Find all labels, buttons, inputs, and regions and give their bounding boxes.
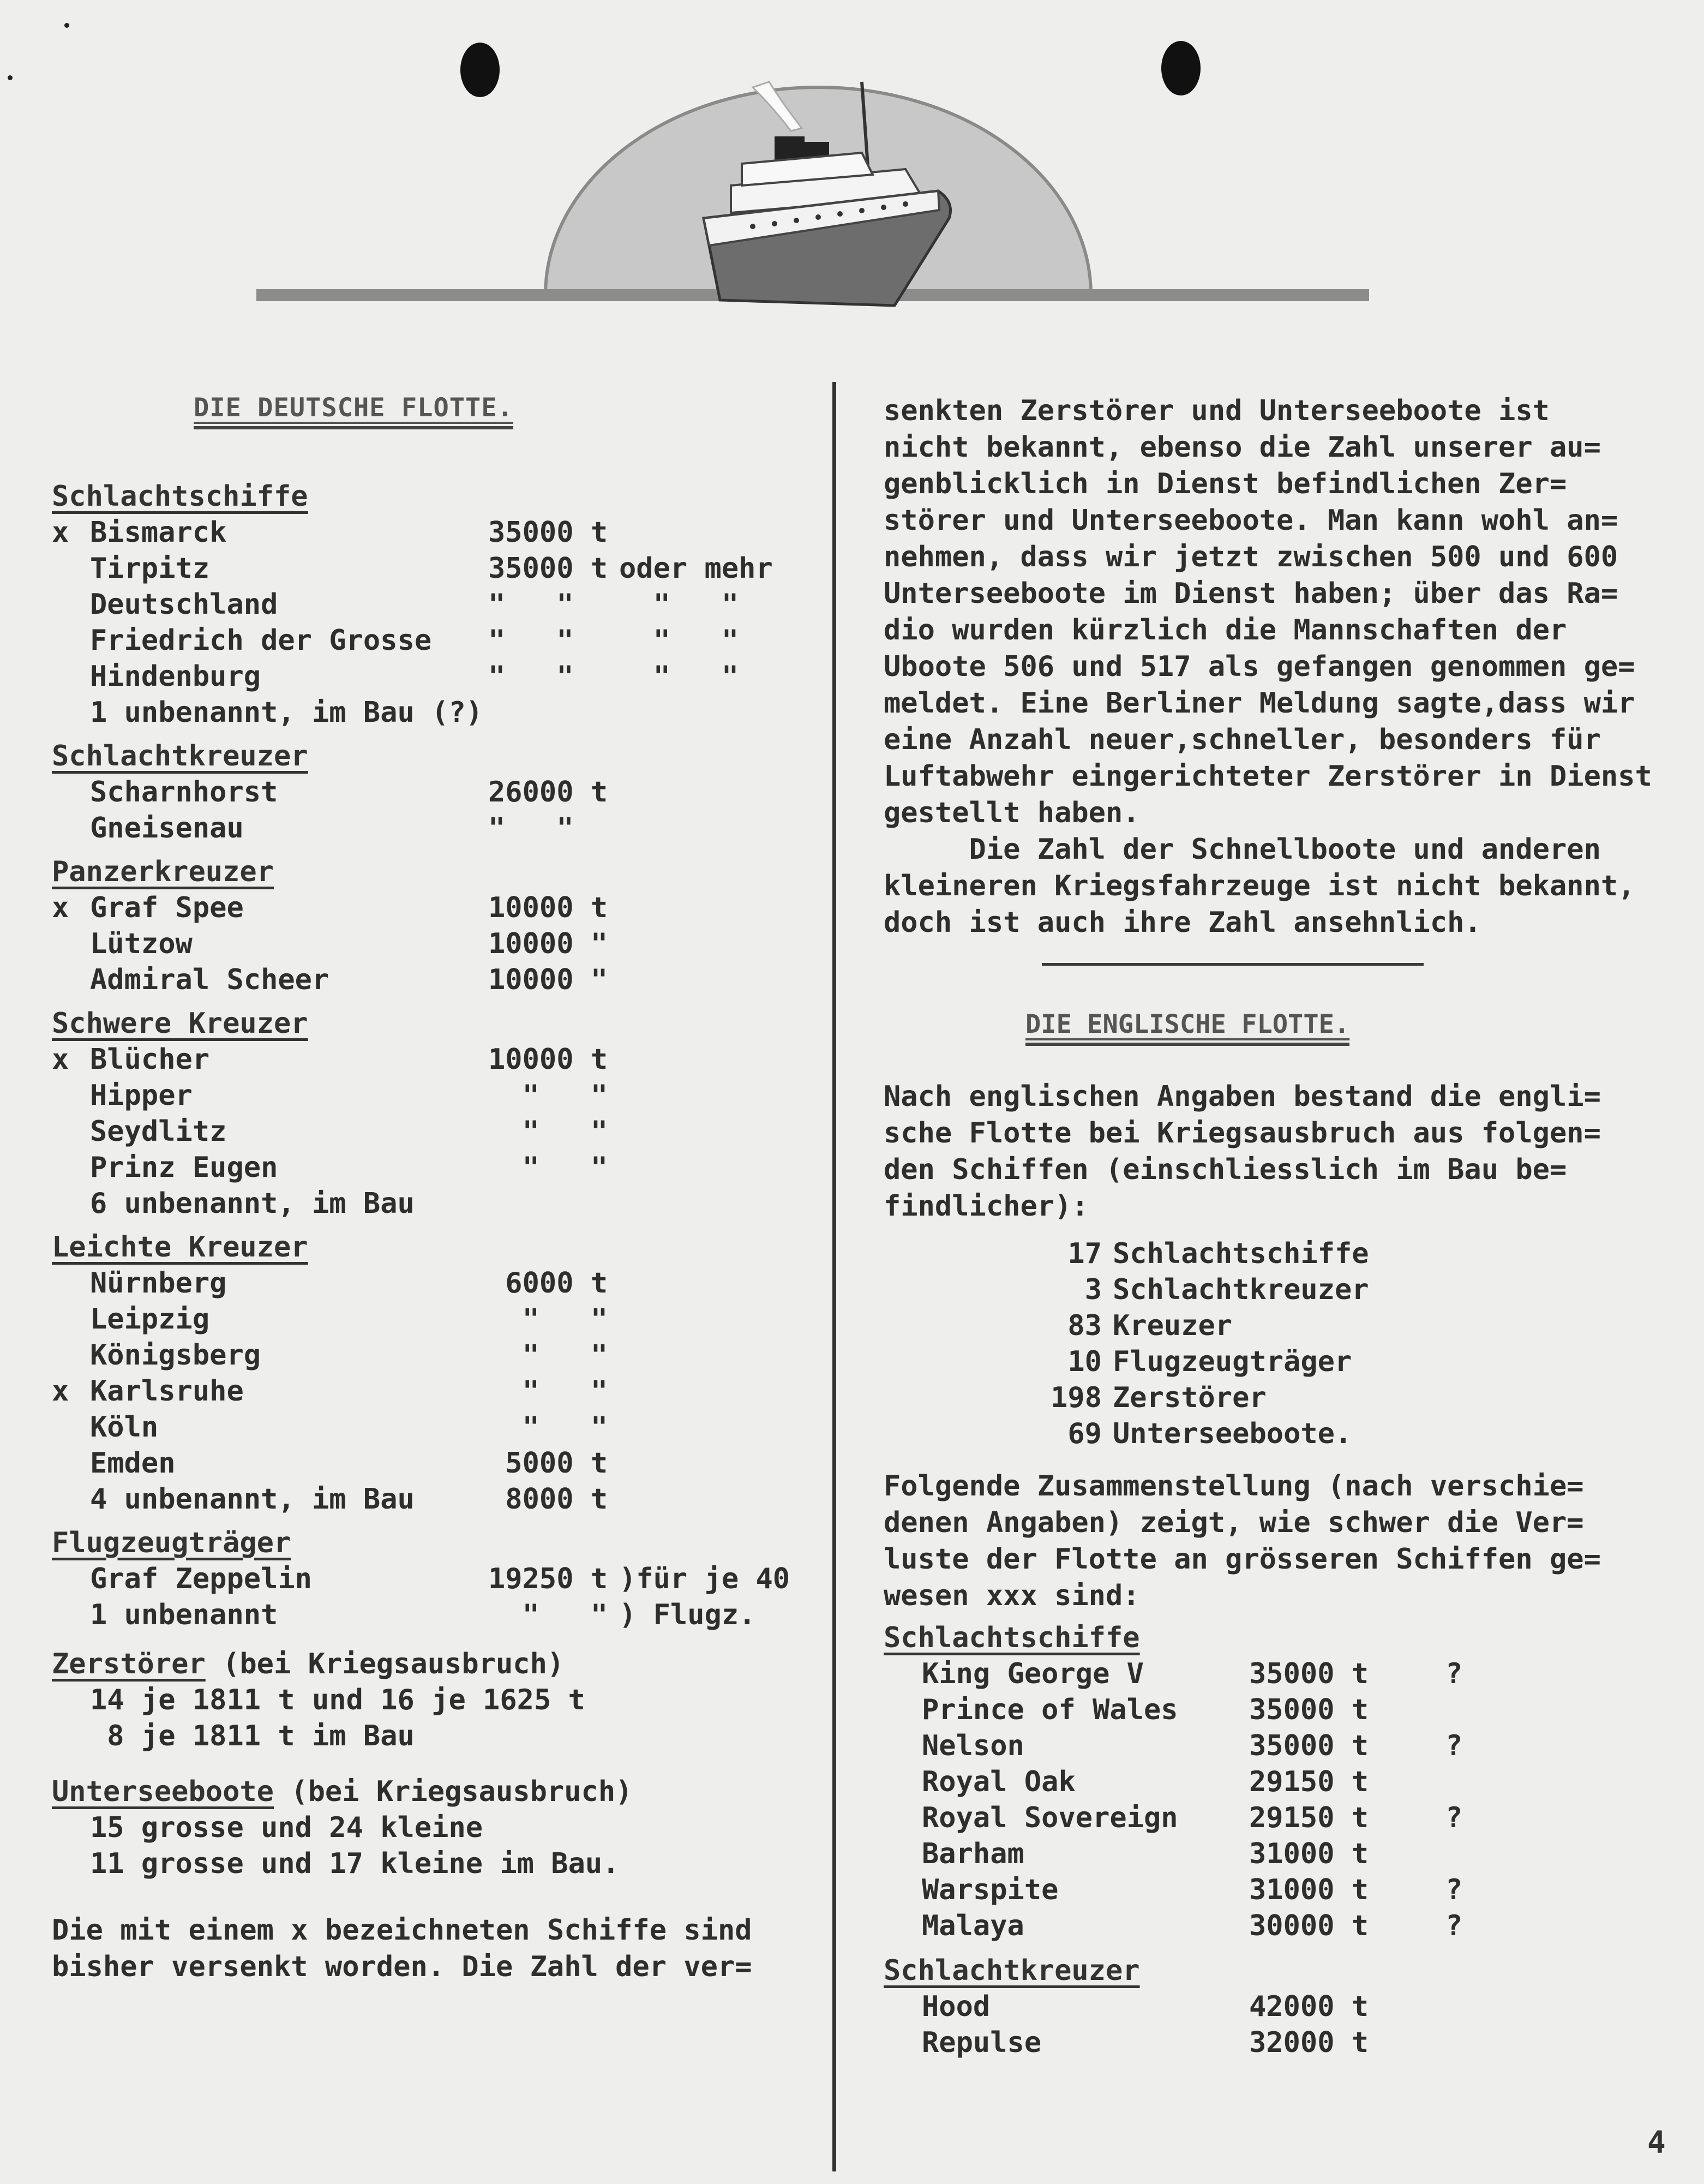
fleet-count-label: Schlachtschiffe: [1113, 1237, 1369, 1270]
fleet-count-row: [960, 1308, 1696, 1344]
ship-row: [52, 1597, 826, 1633]
ship-note: )für je 40: [619, 1563, 790, 1595]
separator-line: [1042, 963, 1424, 966]
paragraph-line: Die Zahl der Schnellboote und anderen: [884, 833, 1601, 866]
ship-name: Hipper: [90, 1079, 193, 1112]
ship-tonnage: " ": [488, 1115, 608, 1148]
ship-row: [52, 1409, 826, 1445]
ship-row: [52, 962, 826, 998]
section-heading-row: [52, 1525, 826, 1561]
uboat-line: 11 grosse und 17 kleine im Bau.: [90, 1847, 620, 1880]
paragraph-line: den Schiffen (einschliesslich im Bau be=: [884, 1153, 1567, 1186]
paragraph-line: senkten Zerstörer und Unterseeboote ist: [884, 394, 1550, 427]
ship-name: Repulse: [922, 2026, 1042, 2059]
continuation-paragraph: [884, 393, 1696, 831]
paragraph-line: denen Angaben) zeigt, wie schwer die Ver=: [884, 1506, 1584, 1539]
section-heading: Zerstörer: [52, 1648, 206, 1680]
destroyer-line: 14 je 1811 t und 16 je 1625 t: [90, 1684, 585, 1716]
british-ship-row: [884, 1692, 1696, 1728]
british-ship-row: [884, 1836, 1696, 1872]
ship-name: Barham: [922, 1838, 1024, 1870]
sunk-mark: x: [52, 1043, 69, 1076]
destroyer-section: [52, 1646, 826, 1754]
ink-speck: [64, 23, 69, 28]
sunk-mark: x: [52, 1375, 69, 1408]
ship-name: 1 unbenannt, im Bau (?): [90, 696, 483, 729]
title-underline: [194, 426, 513, 429]
right-column: [884, 393, 1696, 2061]
ship-name: Köln: [90, 1411, 159, 1444]
british-ship-row: [884, 1764, 1696, 1800]
ship-name: Leipzig: [90, 1303, 210, 1336]
ship-name: Admiral Scheer: [90, 964, 329, 996]
section-note: (bei Kriegsausbruch): [274, 1775, 633, 1808]
english-intro-paragraph: [884, 1079, 1696, 1225]
english-fleet-title: DIE ENGLISCHE FLOTTE.: [1025, 1009, 1350, 1039]
ship-tonnage: 30000 t: [1249, 1910, 1369, 1942]
ship-tonnage: 29150 t: [1249, 1802, 1369, 1834]
ship-name: 1 unbenannt: [90, 1599, 278, 1631]
section-heading: Schlachtschiffe: [884, 1621, 1140, 1654]
paragraph-line: meldet. Eine Berliner Meldung sagte,dass wir: [884, 687, 1635, 720]
ship-tonnage: 6000 t: [488, 1267, 608, 1300]
ship-row: [52, 1481, 826, 1517]
ship-name: Hood: [922, 1990, 991, 2023]
ship-name: Emden: [90, 1447, 176, 1480]
ship-tonnage: " ": [488, 812, 574, 845]
british-ship-row: [884, 1908, 1696, 1944]
german-ship-list: [52, 478, 826, 1633]
english-fleet-title-wrap: [1025, 1009, 1349, 1046]
ship-tonnage: " ": [488, 1411, 608, 1444]
paragraph-line: nehmen, dass wir jetzt zwischen 500 und 600: [884, 541, 1618, 573]
ship-tonnage: " ": [488, 1079, 608, 1112]
punch-hole-left: [460, 43, 500, 97]
british-ship-row: [884, 1800, 1696, 1836]
ship-tonnage: " ": [488, 1303, 608, 1336]
section-heading: Flugzeugträger: [52, 1527, 291, 1559]
paragraph-line: gestellt haben.: [884, 797, 1140, 829]
fleet-count-row: [960, 1344, 1696, 1380]
section-heading: Schlachtkreuzer: [52, 740, 308, 773]
paragraph-line: wesen xxx sind:: [884, 1579, 1140, 1612]
destroyer-line: 8 je 1811 t im Bau: [90, 1720, 415, 1752]
fleet-count-label: Schlachtkreuzer: [1113, 1273, 1369, 1306]
paragraph-line: nicht bekannt, ebenso die Zahl unserer au=: [884, 431, 1601, 464]
ship-section: [52, 738, 826, 846]
paragraph-line: genblicklich in Dienst befindlichen Zer=: [884, 468, 1567, 500]
german-fleet-title: DIE DEUTSCHE FLOTTE.: [194, 393, 513, 423]
uncertain-mark: ?: [1445, 1802, 1463, 1834]
ship-row: [52, 1078, 826, 1114]
ship-tonnage: 26000 t: [488, 776, 608, 809]
paragraph-line: Luftabwehr eingerichteter Zerstörer in Dienst: [884, 760, 1652, 793]
paragraph-line: Folgende Zusammenstellung (nach verschie=: [884, 1470, 1584, 1503]
fleet-count-number: 17: [1067, 1237, 1102, 1270]
title-underline: [1025, 1043, 1349, 1046]
paragraph-line: störer und Unterseeboote. Man kann wohl an=: [884, 504, 1618, 537]
uncertain-mark: ?: [1445, 1910, 1463, 1942]
fleet-count-number: 198: [1051, 1381, 1102, 1414]
ship-row: [52, 1150, 826, 1186]
ship-tonnage: 35000 t: [488, 552, 608, 585]
ship-row: [52, 1301, 826, 1337]
ship-name: Graf Spee: [90, 891, 244, 924]
paragraph-line: luste der Flotte an grösseren Schiffen ge=: [884, 1543, 1601, 1576]
ship-section: [52, 854, 826, 998]
ship-section: [52, 478, 826, 731]
ship-tonnage: 35000 t: [1249, 1658, 1369, 1690]
sunk-mark: x: [52, 516, 69, 549]
ship-name: Prinz Eugen: [90, 1151, 278, 1184]
ship-name: Prince of Wales: [922, 1694, 1178, 1726]
paragraph-line: dio wurden kürzlich die Mannschaften der: [884, 614, 1567, 647]
british-ship-row: [884, 1656, 1696, 1692]
section-note: (bei Kriegsausbruch): [205, 1648, 565, 1680]
punch-hole-right: [1161, 41, 1201, 95]
fleet-count-label: Flugzeugträger: [1113, 1345, 1352, 1378]
british-battleships-section: [884, 1620, 1696, 1944]
ship-name: Gneisenau: [90, 812, 244, 845]
left-column: [52, 393, 826, 1985]
uncertain-mark: ?: [1445, 1658, 1463, 1690]
ship-row: [52, 587, 826, 623]
british-ship-row: [884, 1872, 1696, 1908]
ship-section: [52, 1006, 826, 1222]
ship-row: [52, 1373, 826, 1409]
left-footer-text: [52, 1912, 826, 1985]
ship-tonnage: 31000 t: [1249, 1874, 1369, 1906]
ship-tonnage: 31000 t: [1249, 1838, 1369, 1870]
ship-tonnage: " ": [488, 624, 574, 657]
sunk-mark: x: [52, 891, 69, 924]
ship-note: ) Flugz.: [619, 1599, 756, 1631]
fleet-count-row: [960, 1236, 1696, 1272]
british-ship-row: [884, 1989, 1696, 2025]
ship-name: King George V: [922, 1658, 1144, 1690]
fleet-count-label: Kreuzer: [1113, 1309, 1233, 1342]
fleet-count-number: 10: [1067, 1345, 1102, 1378]
ship-row: [52, 623, 826, 659]
ship-row: [52, 1561, 826, 1597]
paragraph-line: Unterseeboote im Dienst haben; über das Ra=: [884, 577, 1618, 610]
section-heading: Unterseeboote: [52, 1775, 274, 1808]
fleet-count-label: Zerstörer: [1113, 1381, 1267, 1414]
ship-row: [52, 1337, 826, 1373]
ship-tonnage: " ": [488, 1151, 608, 1184]
ship-name: Bismarck: [90, 516, 227, 549]
ship-name: Scharnhorst: [90, 776, 278, 809]
ship-name: 6 unbenannt, im Bau: [90, 1187, 415, 1220]
ship-row: [52, 1042, 826, 1078]
ship-tonnage: 10000 t: [488, 891, 608, 924]
fleet-count-row: [960, 1380, 1696, 1416]
section-heading: Schlachtkreuzer: [884, 1954, 1140, 1987]
ship-name: Königsberg: [90, 1339, 261, 1372]
paragraph-line: kleineren Kriegsfahrzeuge ist nicht bekannt,: [884, 870, 1635, 902]
ship-section: [52, 1229, 826, 1517]
ship-row: [52, 1265, 826, 1301]
section-heading-row: [52, 478, 826, 514]
ink-speck: [8, 75, 13, 80]
paragraph-line: Uboote 506 und 517 als gefangen genommen ge=: [884, 650, 1635, 683]
section-heading-row: [52, 738, 826, 774]
paragraph-line: Nach englischen Angaben bestand die engli=: [884, 1080, 1601, 1113]
uboat-section: [52, 1774, 826, 1882]
ship-name: Tirpitz: [90, 552, 210, 585]
page-number: 4: [1647, 2125, 1666, 2161]
ship-name: Royal Sovereign: [922, 1802, 1178, 1834]
section-heading: Panzerkreuzer: [52, 855, 274, 888]
ship-tonnage: 35000 t: [488, 516, 608, 549]
ship-name: 4 unbenannt, im Bau: [90, 1483, 415, 1516]
ship-row: [52, 1445, 826, 1481]
ship-tonnage: " ": [488, 660, 574, 693]
ship-row: [52, 659, 826, 695]
fleet-count-label: Unterseeboote.: [1113, 1417, 1352, 1450]
paragraph-line: eine Anzahl neuer,schneller, besonders für: [884, 723, 1601, 756]
fleet-count-number: 69: [1067, 1417, 1102, 1450]
ship-tonnage: 5000 t: [488, 1447, 608, 1480]
ship-tonnage: 29150 t: [1249, 1766, 1369, 1798]
british-ship-row: [884, 2025, 1696, 2061]
ship-tonnage: 32000 t: [1249, 2026, 1369, 2059]
uncertain-mark: ?: [1445, 1874, 1463, 1906]
small-craft-paragraph: [884, 831, 1696, 941]
losses-intro-paragraph: [884, 1468, 1696, 1614]
ship-row: [52, 514, 826, 551]
column-divider: [832, 382, 836, 2171]
fleet-count-row: [960, 1272, 1696, 1308]
ship-row: [52, 1186, 826, 1222]
section-heading-row: [52, 854, 826, 890]
ship-name: Royal Oak: [922, 1766, 1076, 1798]
ship-name: Nelson: [922, 1730, 1024, 1762]
ship-name: Karlsruhe: [90, 1375, 244, 1408]
ship-tonnage: 42000 t: [1249, 1990, 1369, 2023]
ship-tonnage: 10000 ": [488, 928, 608, 960]
footer-line: Die mit einem x bezeichneten Schiffe sind: [52, 1914, 752, 1947]
ship-name: Warspite: [922, 1874, 1059, 1906]
ship-tonnage: 35000 t: [1249, 1694, 1369, 1726]
ship-illustration: [251, 22, 1375, 327]
ship-tonnage: 10000 t: [488, 1043, 608, 1076]
ship-note: " ": [619, 624, 739, 657]
ship-tonnage: 10000 ": [488, 964, 608, 996]
ship-row: [52, 551, 826, 587]
ship-tonnage: " ": [488, 1599, 608, 1631]
ship-name: Seydlitz: [90, 1115, 227, 1148]
ship-tonnage: 8000 t: [488, 1483, 608, 1516]
ship-section: [52, 1525, 826, 1633]
uboat-line: 15 grosse und 24 kleine: [90, 1811, 483, 1844]
ship-name: Friedrich der Grosse: [90, 624, 432, 657]
fleet-count-row: [960, 1416, 1696, 1452]
ship-name: Deutschland: [90, 588, 278, 621]
ship-tonnage: " ": [488, 588, 574, 621]
paragraph-line: findlicher):: [884, 1190, 1089, 1223]
uncertain-mark: ?: [1445, 1730, 1463, 1762]
ship-tonnage: " ": [488, 1375, 608, 1408]
ship-note: oder mehr: [619, 552, 773, 585]
ship-name: Blücher: [90, 1043, 210, 1076]
ship-row: [52, 695, 826, 731]
ship-name: Hindenburg: [90, 660, 261, 693]
ship-name: Malaya: [922, 1910, 1024, 1942]
section-heading: Schlachtschiffe: [52, 480, 308, 513]
ship-name: Nürnberg: [90, 1267, 227, 1300]
ship-name: Lützow: [90, 928, 193, 960]
ship-tonnage: 35000 t: [1249, 1730, 1369, 1762]
fleet-count-number: 83: [1067, 1309, 1102, 1342]
section-heading: Schwere Kreuzer: [52, 1007, 308, 1040]
ship-row: [52, 926, 826, 962]
ship-row: [52, 1114, 826, 1150]
footer-line: bisher versenkt worden. Die Zahl der ver=: [52, 1950, 752, 1983]
section-heading: Leichte Kreuzer: [52, 1231, 308, 1264]
ship-note: " ": [619, 588, 739, 621]
section-heading-row: [52, 1006, 826, 1042]
paragraph-line: doch ist auch ihre Zahl ansehnlich.: [884, 906, 1481, 939]
ship-tonnage: " ": [488, 1339, 608, 1372]
ship-row: [52, 774, 826, 810]
paragraph-line: sche Flotte bei Kriegsausbruch aus folgen=: [884, 1117, 1601, 1150]
british-ship-row: [884, 1728, 1696, 1764]
ship-note: " ": [619, 660, 739, 693]
ship-row: [52, 810, 826, 846]
ship-name: Graf Zeppelin: [90, 1563, 312, 1595]
ship-row: [52, 890, 826, 926]
ship-tonnage: 19250 t: [488, 1563, 608, 1595]
english-fleet-counts: [960, 1236, 1696, 1452]
fleet-count-number: 3: [1084, 1273, 1102, 1306]
british-battlecruisers-section: [884, 1953, 1696, 2061]
german-fleet-title-wrap: [194, 393, 513, 429]
section-heading-row: [52, 1229, 826, 1265]
